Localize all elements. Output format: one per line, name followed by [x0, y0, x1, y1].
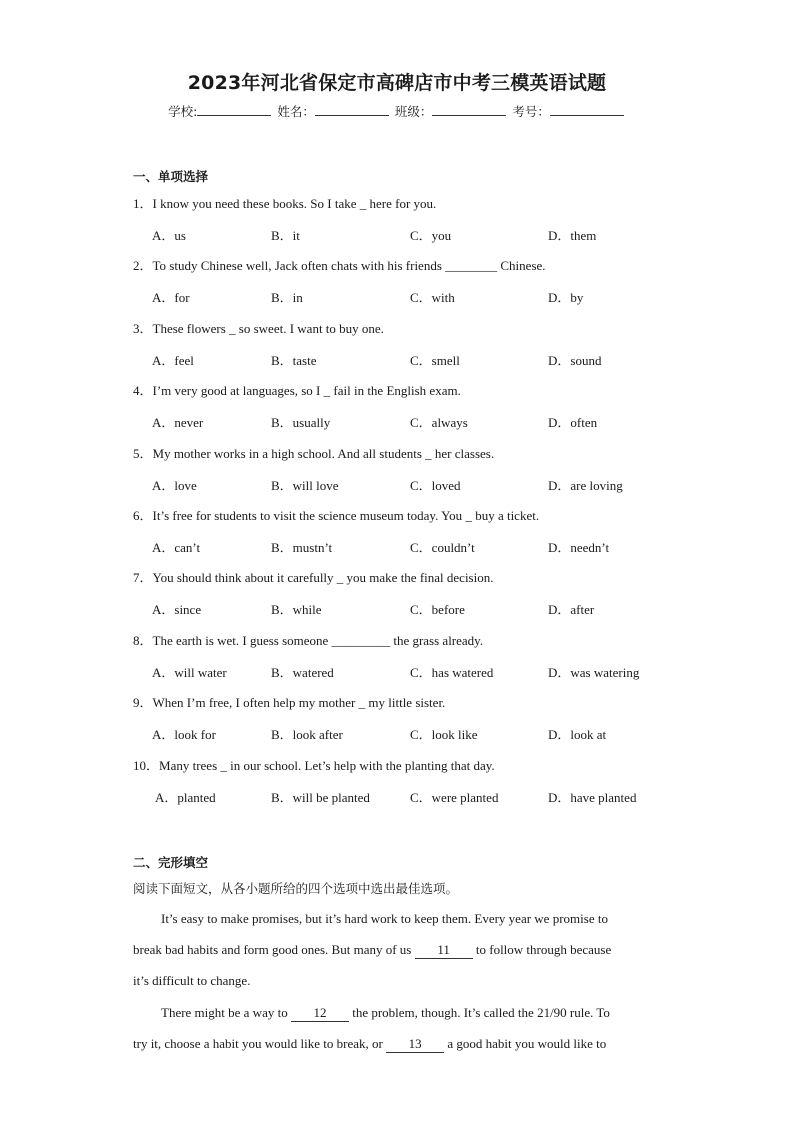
question-10 — [133, 755, 495, 774]
name-blank[interactable] — [315, 103, 389, 116]
question-number: 2． — [133, 258, 153, 274]
question-4-option-b[interactable]: B．usually — [271, 415, 331, 431]
question-6-option-d[interactable]: D．needn’t — [548, 540, 610, 555]
passage-line: It’s easy to make promises, but it’s hard work to keep them. Every year we promise to — [161, 911, 608, 926]
question-text: buy a ticket. — [471, 508, 540, 523]
school-label: 学校: — [168, 104, 198, 119]
question-3-option-d[interactable]: D．sound — [548, 352, 602, 368]
question-9-option-c[interactable]: C．look like — [410, 727, 478, 743]
question-9-option-d[interactable]: D．look at — [548, 727, 607, 743]
question-4-option-c[interactable]: C．always — [410, 415, 468, 431]
question-text: fail in the English exam. — [330, 383, 461, 399]
question-10-option-d[interactable]: D．have planted — [548, 789, 637, 805]
passage-text: break bad habits and form good ones. But many of us — [133, 942, 415, 957]
class-label: 班级： — [394, 104, 433, 119]
question-2-option-c[interactable]: C．with — [410, 290, 455, 306]
question-10-option-c[interactable]: C．were planted — [410, 789, 499, 805]
question-6-option-b[interactable]: B．mustn’t — [271, 540, 333, 555]
question-text: When I’m free, I often help my mother — [152, 695, 359, 711]
question-number: 9． — [133, 695, 153, 711]
answer-gap: _ — [358, 695, 366, 711]
question-5-option-d[interactable]: D．are loving — [548, 477, 623, 493]
question-3-option-c[interactable]: C．smell — [410, 352, 460, 368]
question-text: so sweet. I want to buy one. — [235, 320, 384, 336]
question-8 — [133, 630, 483, 649]
cloze-blank-13: 13 — [386, 1036, 444, 1053]
question-text: These flowers — [152, 320, 230, 336]
student-info-line — [0, 102, 794, 120]
passage-line — [133, 942, 663, 959]
question-text: her classes. — [431, 445, 495, 461]
question-9-option-b[interactable]: B．look after — [271, 727, 343, 743]
question-6-option-c[interactable]: C．couldn’t — [410, 540, 475, 555]
question-4 — [133, 380, 461, 399]
question-9 — [133, 692, 445, 711]
question-7-option-c[interactable]: C．before — [410, 602, 465, 618]
class-blank[interactable] — [432, 103, 506, 116]
question-1-option-b[interactable]: B．it — [271, 228, 300, 243]
question-6-option-a[interactable]: A．can’t — [152, 540, 201, 555]
question-number: 6． — [133, 508, 153, 523]
question-text: I’m very good at languages, so I — [152, 383, 324, 399]
page-title: 2023年河北省保定市高碑店市中考三模英语试题 — [187, 72, 607, 94]
question-9-option-a[interactable]: A．look for — [152, 727, 216, 743]
answer-gap: _ — [220, 757, 227, 773]
question-5 — [133, 443, 494, 462]
question-text: the grass already. — [390, 632, 484, 648]
passage-line: it’s difficult to change. — [133, 973, 251, 988]
question-number: 5． — [133, 445, 153, 461]
answer-gap: ________ — [445, 258, 498, 274]
answer-gap: _ — [465, 508, 472, 523]
question-1 — [133, 193, 436, 212]
question-number: 7． — [133, 570, 153, 586]
passage-text: to follow through because — [472, 942, 612, 957]
question-3 — [133, 318, 384, 337]
question-4-option-d[interactable]: D．often — [548, 415, 598, 431]
answer-gap: _________ — [331, 632, 391, 648]
question-5-option-b[interactable]: B．will love — [271, 477, 339, 493]
question-8-option-b[interactable]: B．watered — [271, 664, 334, 680]
question-7-option-d[interactable]: D．after — [548, 602, 595, 618]
passage-text: try it, choose a habit you would like to break, or — [133, 1036, 387, 1051]
question-5-option-a[interactable]: A．love — [152, 477, 197, 493]
section-title-single-choice: 一、单项选择 — [133, 169, 209, 184]
question-text: You should think about it carefully — [152, 570, 337, 586]
question-text: I know you need these books. So I take — [152, 196, 360, 211]
question-text: To study Chinese well, Jack often chats with his friends — [152, 258, 446, 274]
question-1-option-a[interactable]: A．us — [152, 228, 186, 243]
answer-gap: _ — [336, 570, 344, 586]
question-4-option-a[interactable]: A．never — [152, 415, 204, 431]
passage-text: There might be a way to — [161, 1005, 291, 1020]
exam-number-blank[interactable] — [550, 103, 624, 116]
question-number: 10． — [133, 757, 160, 773]
question-number: 8． — [133, 632, 153, 648]
cloze-blank-11: 11 — [415, 942, 473, 959]
section-title-cloze: 二、完形填空 — [133, 855, 209, 870]
passage-text: a good habit you would like to — [444, 1036, 607, 1051]
passage-text: the problem, though. It’s called the 21/90 rule. To — [348, 1005, 610, 1020]
answer-gap: _ — [323, 383, 331, 399]
question-2-option-b[interactable]: B．in — [271, 290, 303, 306]
question-3-option-b[interactable]: B．taste — [271, 352, 317, 368]
question-1-option-c[interactable]: C．you — [410, 228, 452, 243]
question-text: The earth is wet. I guess someone — [152, 632, 332, 648]
question-text: my little sister. — [365, 695, 446, 711]
question-10-option-b[interactable]: B．will be planted — [271, 789, 370, 805]
question-10-option-a[interactable]: A．planted — [155, 789, 216, 805]
question-number: 3． — [133, 320, 153, 336]
answer-gap: _ — [425, 445, 432, 461]
exam-number-label: 考号： — [512, 104, 550, 119]
question-text: you make the final decision. — [343, 570, 494, 586]
question-8-option-a[interactable]: A．will water — [152, 664, 227, 680]
question-text: in our school. Let’s help with the planting that day. — [226, 757, 495, 773]
passage-line — [133, 1036, 663, 1053]
name-label: 姓名： — [277, 104, 315, 119]
question-8-option-d[interactable]: D．was watering — [548, 664, 640, 680]
question-2-option-d[interactable]: D．by — [548, 290, 584, 306]
passage-line — [133, 1005, 691, 1022]
question-3-option-a[interactable]: A．feel — [152, 352, 194, 368]
cloze-instruction: 阅读下面短文，从各小题所给的四个选项中选出最佳选项。 — [133, 881, 459, 896]
question-text: Many trees — [159, 757, 221, 773]
answer-gap: _ — [229, 320, 236, 336]
question-number: 4． — [133, 383, 153, 399]
question-7-option-a[interactable]: A．since — [152, 602, 202, 618]
question-7-option-b[interactable]: B．while — [271, 602, 322, 618]
question-7 — [133, 567, 493, 586]
question-2 — [133, 255, 546, 274]
question-1-option-d[interactable]: D．them — [548, 228, 597, 243]
school-blank[interactable] — [197, 103, 271, 116]
question-text: Chinese. — [497, 258, 546, 274]
question-2-option-a[interactable]: A．for — [152, 290, 190, 306]
question-8-option-c[interactable]: C．has watered — [410, 664, 494, 680]
question-6 — [133, 505, 539, 524]
question-5-option-c[interactable]: C．loved — [410, 477, 461, 493]
cloze-blank-12: 12 — [291, 1005, 349, 1022]
answer-gap: _ — [359, 196, 367, 211]
question-text: It’s free for students to visit the science museum today. You — [152, 508, 466, 523]
question-text: here for you. — [366, 196, 437, 211]
question-number: 1． — [133, 196, 153, 211]
question-text: My mother works in a high school. And all students — [152, 445, 426, 461]
